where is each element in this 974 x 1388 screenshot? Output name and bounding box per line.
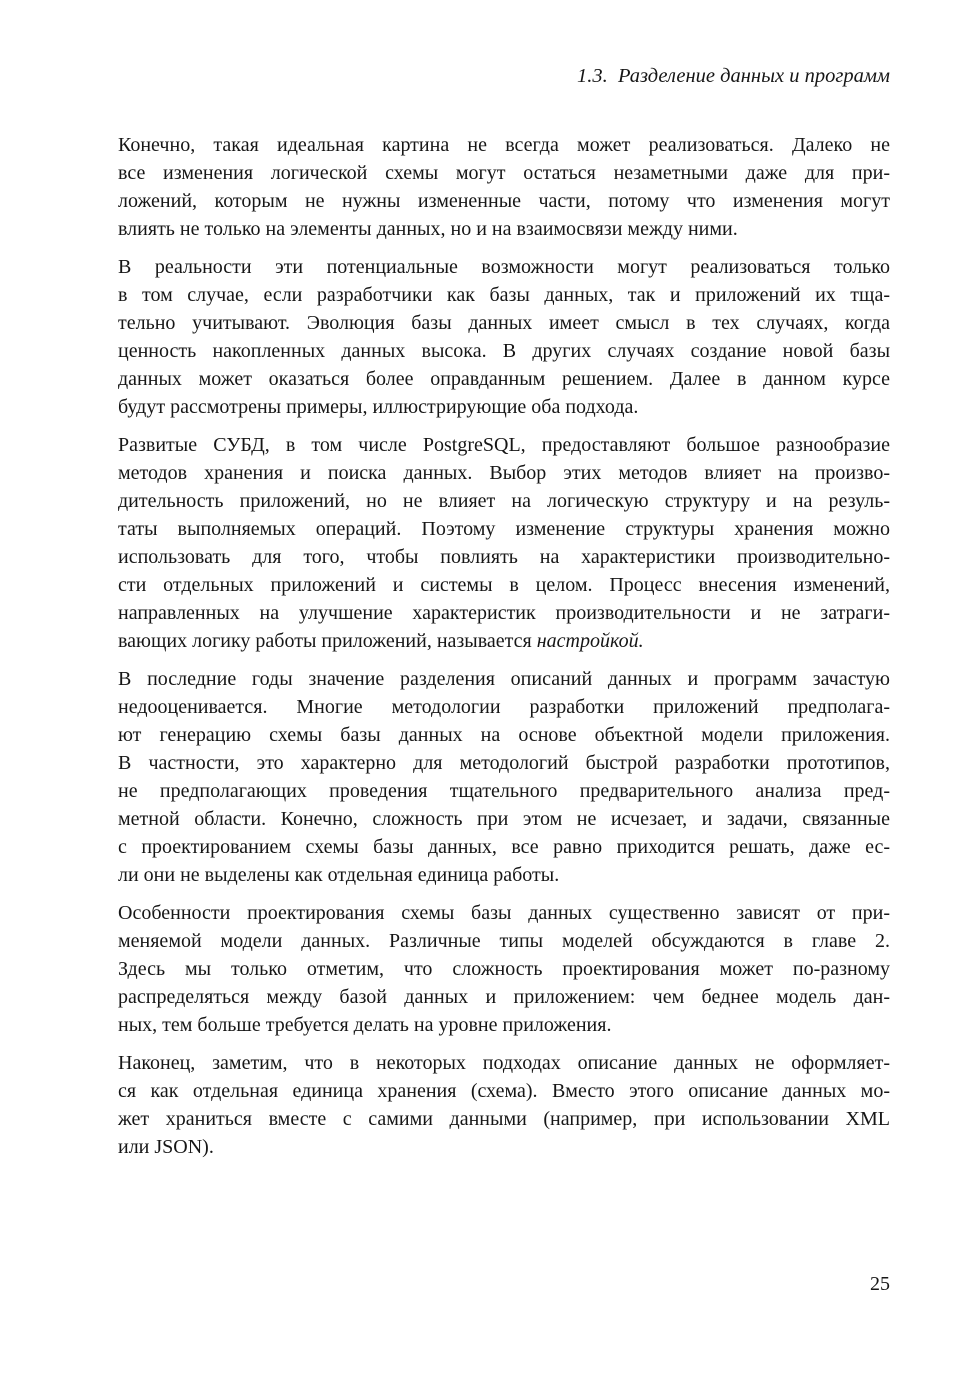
text-line: направленных на улучшение характеристик производительности и не затраги-: [118, 602, 890, 624]
text-line: или JSON).: [118, 1136, 214, 1158]
paragraph: [118, 665, 890, 889]
text-column: [118, 62, 890, 1171]
text-line: все изменения логической схемы могут остаться незаметными даже для при-: [118, 162, 890, 184]
text-line: [118, 627, 890, 655]
text-line: В частности, это характерно для методологий быстрой разработки прототипов,: [118, 752, 890, 774]
text-line: ценность накопленных данных высока. В других случаях создание новой базы: [118, 340, 890, 362]
text-line: недооценивается. Многие методологии разработки приложений предполага-: [118, 696, 890, 718]
text-line: Особенности проектирования схемы базы данных существенно зависят от при-: [118, 902, 890, 924]
text-line: ли они не выделены как отдельная единица работы.: [118, 864, 560, 886]
text-line: ся как отдельная единица хранения (схема). Вместо этого описание данных мо-: [118, 1080, 890, 1102]
text-line: в том случае, если разработчики как базы данных, так и приложений их тща-: [118, 284, 890, 306]
paragraph: [118, 131, 890, 243]
text-line: таты выполняемых операций. Поэтому изменение структуры хранения можно: [118, 518, 890, 540]
text-line: Здесь мы только отметим, что сложность проектирования может по-разному: [118, 958, 890, 980]
text-run-italic: настройкой.: [536, 630, 644, 652]
text-line: данных может оказаться более оправданным решением. Далее в данном курсе: [118, 368, 890, 390]
text-line: тельно учитывают. Эволюция базы данных имеет смысл в тех случаях, когда: [118, 312, 890, 334]
text-line: ных, тем больше требуется делать на уровне приложения.: [118, 1014, 612, 1036]
text-line: Наконец, заметим, что в некоторых подходах описание данных не оформляет-: [118, 1052, 890, 1074]
text-run: вающих логику работы приложений, называется: [118, 630, 537, 652]
text-line: жет храниться вместе с самими данными (например, при использовании XML: [118, 1108, 890, 1130]
text-line: дительность приложений, но не влияет на логическую структуру и на резуль-: [118, 490, 890, 512]
text-line: меняемой модели данных. Различные типы моделей обсуждаются в главе 2.: [118, 930, 890, 952]
text-line: Конечно, такая идеальная картина не всегда может реализоваться. Далеко не: [118, 134, 890, 156]
text-line: распределяться между базой данных и приложением: чем беднее модель дан-: [118, 986, 890, 1008]
text-line: не предполагающих проведения тщательного предварительного анализа пред-: [118, 780, 890, 802]
text-line: будут рассмотрены примеры, иллюстрирующие оба подхода.: [118, 396, 639, 418]
paragraph: [118, 899, 890, 1039]
text-line: метной области. Конечно, сложность при этом не исчезает, и задачи, связанные: [118, 808, 890, 830]
text-line: Развитые СУБД, в том числе PostgreSQL, предоставляют большое разнообразие: [118, 434, 890, 456]
text-line: ложений, которым не нужны измененные части, потому что изменения могут: [118, 190, 890, 212]
paragraph: [118, 253, 890, 421]
text-line: В последние годы значение разделения описаний данных и программ зачастую: [118, 668, 890, 690]
text-line: ют генерацию схемы базы данных на основе объектной модели приложения.: [118, 724, 890, 746]
paragraph: [118, 431, 890, 655]
text-line: влиять не только на элементы данных, но и на взаимосвязи между ними.: [118, 218, 738, 240]
text-line: использовать для того, чтобы повлиять на характеристики производительно-: [118, 546, 890, 568]
text-line: В реальности эти потенциальные возможности могут реализоваться только: [118, 256, 890, 278]
text-line: сти отдельных приложений и системы в целом. Процесс внесения изменений,: [118, 574, 890, 596]
running-header: 1.3. Разделение данных и программ: [577, 65, 890, 87]
paragraph: [118, 1049, 890, 1161]
page-number: 25: [870, 1273, 890, 1295]
text-line: с проектированием схемы базы данных, все равно приходится решать, даже ес-: [118, 836, 890, 858]
text-line: методов хранения и поиска данных. Выбор этих методов влияет на произво-: [118, 462, 890, 484]
